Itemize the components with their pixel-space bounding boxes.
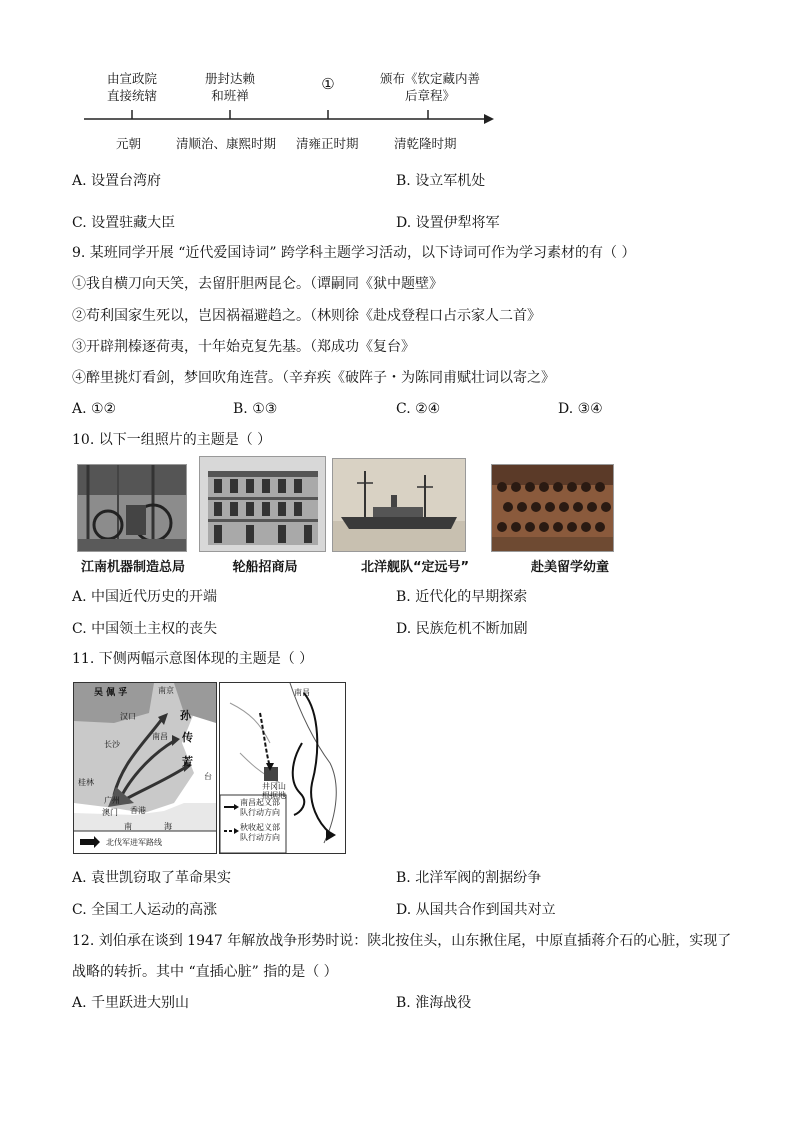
map2-legend-autumn: 秋收起义部队行动方向	[240, 823, 280, 842]
timeline-period-3: 清雍正时期	[296, 136, 359, 151]
q8-option-b[interactable]: B. 设立军机处	[396, 173, 486, 189]
q12-stem-line2: 战略的转折。其中 “直插心脏” 指的是（ ）	[72, 964, 338, 980]
q11-stem: 11. 下侧两幅示意图体现的主题是（ ）	[72, 651, 314, 667]
q9-item-3: ③开辟荆榛逐荷夷，十年始克复先基。（郑成功《复台》	[72, 339, 415, 355]
timeline	[60, 60, 520, 160]
map1-label-sun: 孙	[180, 709, 191, 722]
map1-label-changsha: 长沙	[104, 740, 120, 749]
timeline-label-4: 颁布《钦定藏内善 后章程》	[379, 71, 480, 103]
photo-dingyuan	[332, 458, 466, 552]
q9-item-4: ④醉里挑灯看剑，梦回吹角连营。（辛弃疾《破阵子・为陈同甫赋壮词以寄之》	[72, 370, 555, 386]
map2-label-nanchang: 南昌	[294, 688, 310, 697]
photo-child-students	[491, 464, 614, 552]
map1-label-hongkong: 香港	[130, 806, 146, 815]
q8-option-c[interactable]: C. 设置驻藏大臣	[72, 215, 176, 231]
timeline-label-1: 由宣政院 直接统辖	[106, 71, 157, 103]
q9-option-d[interactable]: D. ③④	[558, 401, 603, 417]
map1-label-guangzhou: 广州	[104, 796, 120, 805]
map2-legend-nanchang: 南昌起义部队行动方向	[240, 798, 280, 817]
map-uprisings	[219, 682, 346, 854]
q10-option-a[interactable]: A. 中国近代历史的开端	[72, 589, 218, 605]
q8-option-d[interactable]: D. 设置伊犁将军	[396, 215, 500, 231]
map1-label-guilin: 桂林	[78, 778, 94, 787]
q9-item-2: ②苟利国家生死以，岂因祸福避趋之。（林则徐《赴戍登程口占示家人二首》	[72, 308, 541, 324]
q12-option-a[interactable]: A. 千里跃进大别山	[72, 995, 190, 1011]
timeline-period-2: 清顺治、康熙时期	[176, 136, 277, 151]
map2-label-jinggangshan: 井冈山	[262, 782, 286, 791]
q10-option-b[interactable]: B. 近代化的早期探索	[396, 589, 528, 605]
q9-option-c[interactable]: C. ②④	[396, 401, 441, 417]
map1-label-chuan: 传	[182, 731, 193, 744]
photo-china-merchants	[199, 456, 326, 552]
map1-label-taiwan: 台	[204, 772, 212, 781]
timeline-period-1: 元朝	[116, 136, 142, 151]
q9-option-b[interactable]: B. ①③	[233, 401, 278, 417]
map1-label-wupeifu: 吴 佩 孚	[94, 688, 128, 698]
q11-option-b[interactable]: B. 北洋军阀的割据纷争	[396, 870, 542, 886]
map1-label-nanchang: 南昌	[152, 732, 168, 741]
q12-stem-line1: 12. 刘伯承在谈到 1947 年解放战争形势时说：陕北按住头，山东揪住尾，中原直插蒋介石的心脏，实现了	[72, 933, 732, 949]
map1-label-nanjing: 南京	[158, 686, 174, 695]
caption-china-merchants: 轮船招商局	[232, 560, 298, 575]
photo-jiangnan-arsenal	[77, 464, 187, 552]
map1-label-hai: 海	[164, 822, 172, 831]
caption-jiangnan-arsenal: 江南机器制造总局	[80, 560, 185, 575]
map1-legend-text: 北伐军进军路线	[106, 838, 162, 847]
map2-label-base: 根据地	[262, 791, 286, 800]
map-northern-expedition	[73, 682, 217, 854]
map1-label-fang: 芳	[182, 755, 193, 768]
caption-dingyuan: 北洋舰队“定远号”	[360, 560, 470, 575]
timeline-label-2: 册封达赖 和班禅	[204, 71, 255, 103]
q9-stem: 9. 某班同学开展 “近代爱国诗词” 跨学科主题学习活动，以下诗词可作为学习素材的有（ ）	[72, 245, 636, 261]
timeline-label-3: ①	[321, 75, 335, 93]
map1-label-nan: 南	[124, 822, 132, 831]
q10-stem: 10. 以下一组照片的主题是（ ）	[72, 432, 272, 448]
q10-option-d[interactable]: D. 民族危机不断加剧	[396, 621, 528, 637]
q9-option-a[interactable]: A. ①②	[72, 401, 117, 417]
q10-option-c[interactable]: C. 中国领土主权的丧失	[72, 621, 218, 637]
q11-option-c[interactable]: C. 全国工人运动的高涨	[72, 902, 218, 918]
q11-option-d[interactable]: D. 从国共合作到国共对立	[396, 902, 556, 918]
map1-label-macau: 澳门	[102, 808, 118, 817]
q9-item-1: ①我自横刀向天笑，去留肝胆两昆仑。（谭嗣同《狱中题壁》	[72, 276, 443, 292]
q11-option-a[interactable]: A. 袁世凯窃取了革命果实	[72, 870, 232, 886]
q12-option-b[interactable]: B. 淮海战役	[396, 995, 472, 1011]
q8-option-a[interactable]: A. 设置台湾府	[72, 173, 162, 189]
map1-label-hankou: 汉口	[120, 712, 136, 721]
timeline-period-4: 清乾隆时期	[394, 136, 457, 151]
caption-child-students: 赴美留学幼童	[530, 560, 609, 575]
